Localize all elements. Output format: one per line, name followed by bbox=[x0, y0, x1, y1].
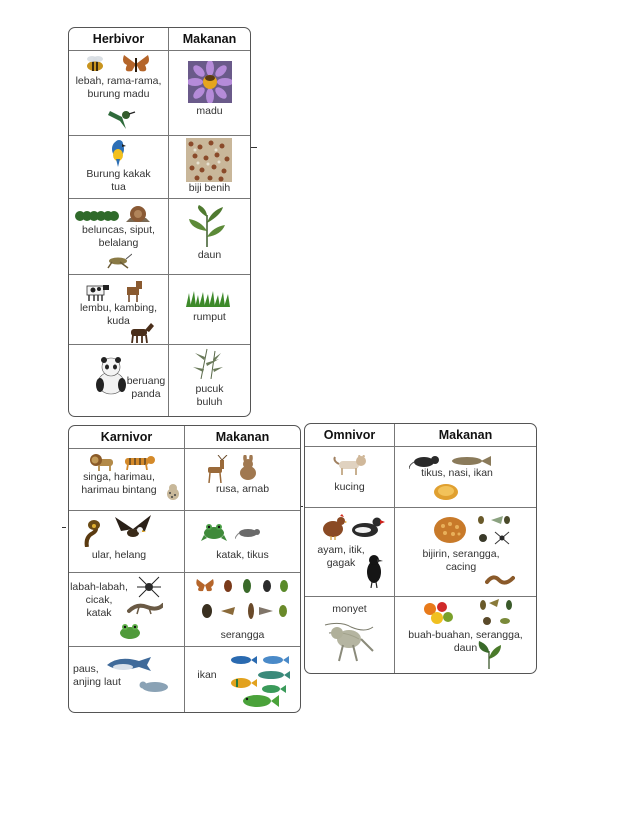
omnivor-table bbox=[304, 423, 537, 674]
food-label: ikan bbox=[197, 669, 217, 681]
food-label: rusa, arnab bbox=[215, 483, 270, 495]
hen-icon bbox=[321, 514, 347, 540]
animal-label: ayam, itik, gagak bbox=[317, 544, 365, 569]
animal-label: kucing bbox=[334, 481, 365, 493]
rat-icon bbox=[235, 525, 265, 539]
herbivor-table bbox=[68, 27, 251, 417]
food-label: biji benih bbox=[188, 182, 231, 194]
eagle-icon bbox=[113, 513, 153, 543]
animal-label: beluncas, siput, belalang bbox=[82, 224, 155, 249]
table-row bbox=[69, 198, 250, 275]
table-row bbox=[305, 446, 536, 508]
makanan-header: Makanan bbox=[215, 430, 270, 444]
cobra-icon bbox=[83, 519, 105, 547]
fish-icon bbox=[451, 455, 491, 467]
table-row bbox=[69, 510, 300, 573]
bee-icon bbox=[83, 54, 107, 74]
goat-icon bbox=[124, 279, 144, 303]
table-row bbox=[305, 507, 536, 597]
seeds-icon bbox=[186, 138, 232, 182]
leopard-icon bbox=[164, 483, 182, 501]
fruits-icon bbox=[421, 599, 455, 627]
butterfly-icon bbox=[121, 53, 151, 75]
frog-icon bbox=[117, 621, 143, 641]
animal-label: labah-labah, cicak, katak bbox=[70, 581, 128, 619]
insects-icon bbox=[473, 514, 513, 546]
karnivor-header: Karnivor bbox=[100, 430, 153, 444]
food-label: rumput bbox=[193, 311, 226, 323]
table-row bbox=[69, 50, 250, 136]
hummingbird-icon bbox=[104, 103, 136, 131]
animal-label: Burung kakak tua bbox=[86, 168, 151, 193]
horse-icon bbox=[127, 323, 155, 343]
frog-icon bbox=[201, 521, 227, 541]
food-label: katak, tikus bbox=[216, 549, 269, 561]
leaf-icon bbox=[475, 641, 503, 669]
table-row bbox=[69, 274, 250, 345]
makanan-header: Makanan bbox=[182, 32, 237, 46]
worm-icon bbox=[485, 574, 515, 586]
insects-icon bbox=[475, 599, 519, 627]
crow-icon bbox=[363, 554, 385, 588]
food-label: pucuk buluh bbox=[195, 383, 224, 408]
grass-icon bbox=[186, 291, 230, 307]
rabbit-icon bbox=[237, 455, 259, 481]
parrot-icon bbox=[107, 139, 129, 167]
karnivor-table bbox=[68, 425, 301, 713]
bamboo-shoot-icon bbox=[193, 347, 223, 379]
food-label: bijirin, serangga, cacing bbox=[422, 548, 500, 573]
grasshopper-icon bbox=[106, 253, 132, 269]
animal-label: beruang panda bbox=[126, 375, 166, 400]
animal-label: paus, anjing laut bbox=[73, 663, 121, 688]
deer-icon bbox=[204, 455, 230, 483]
table-row bbox=[69, 448, 300, 511]
dash-mark bbox=[251, 147, 257, 148]
animal-label: monyet bbox=[332, 603, 367, 615]
table-row bbox=[69, 344, 250, 417]
cow-icon bbox=[84, 283, 110, 301]
rice-icon bbox=[433, 483, 459, 501]
dash-mark bbox=[62, 527, 66, 528]
duck-icon bbox=[351, 516, 385, 538]
spider-icon bbox=[137, 575, 161, 599]
monkey-icon bbox=[321, 617, 377, 663]
fish-icon bbox=[227, 653, 291, 709]
lizard-icon bbox=[127, 599, 163, 615]
table-row bbox=[69, 572, 300, 647]
grain-icon bbox=[433, 516, 467, 544]
table-row bbox=[69, 135, 250, 199]
table-row bbox=[305, 596, 536, 674]
caterpillar-icon bbox=[75, 209, 119, 223]
leaf-icon bbox=[187, 205, 227, 247]
food-label: buah-buahan, serangga, daun bbox=[408, 629, 523, 654]
snail-icon bbox=[124, 204, 152, 224]
animal-label: lembu, kambing, kuda bbox=[79, 302, 158, 327]
tiger-icon bbox=[121, 454, 157, 470]
lion-icon bbox=[89, 453, 117, 471]
omnivor-header: Omnivor bbox=[323, 428, 376, 442]
animal-label: ular, helang bbox=[91, 549, 147, 561]
makanan-header: Makanan bbox=[438, 428, 493, 442]
food-label: serangga bbox=[220, 629, 265, 641]
cat-icon bbox=[333, 455, 369, 475]
insects-icon bbox=[195, 577, 291, 623]
food-label: tikus, nasi, ikan bbox=[421, 467, 493, 479]
herbivor-header: Herbivor bbox=[92, 32, 145, 46]
flower-icon bbox=[188, 61, 232, 103]
animal-label: singa, harimau, harimau bintang bbox=[81, 471, 157, 496]
animal-label: lebah, rama-rama, burung madu bbox=[75, 75, 162, 100]
food-label: madu bbox=[196, 105, 223, 117]
food-label: daun bbox=[197, 249, 222, 261]
table-row bbox=[69, 646, 300, 713]
seal-icon bbox=[139, 679, 169, 693]
